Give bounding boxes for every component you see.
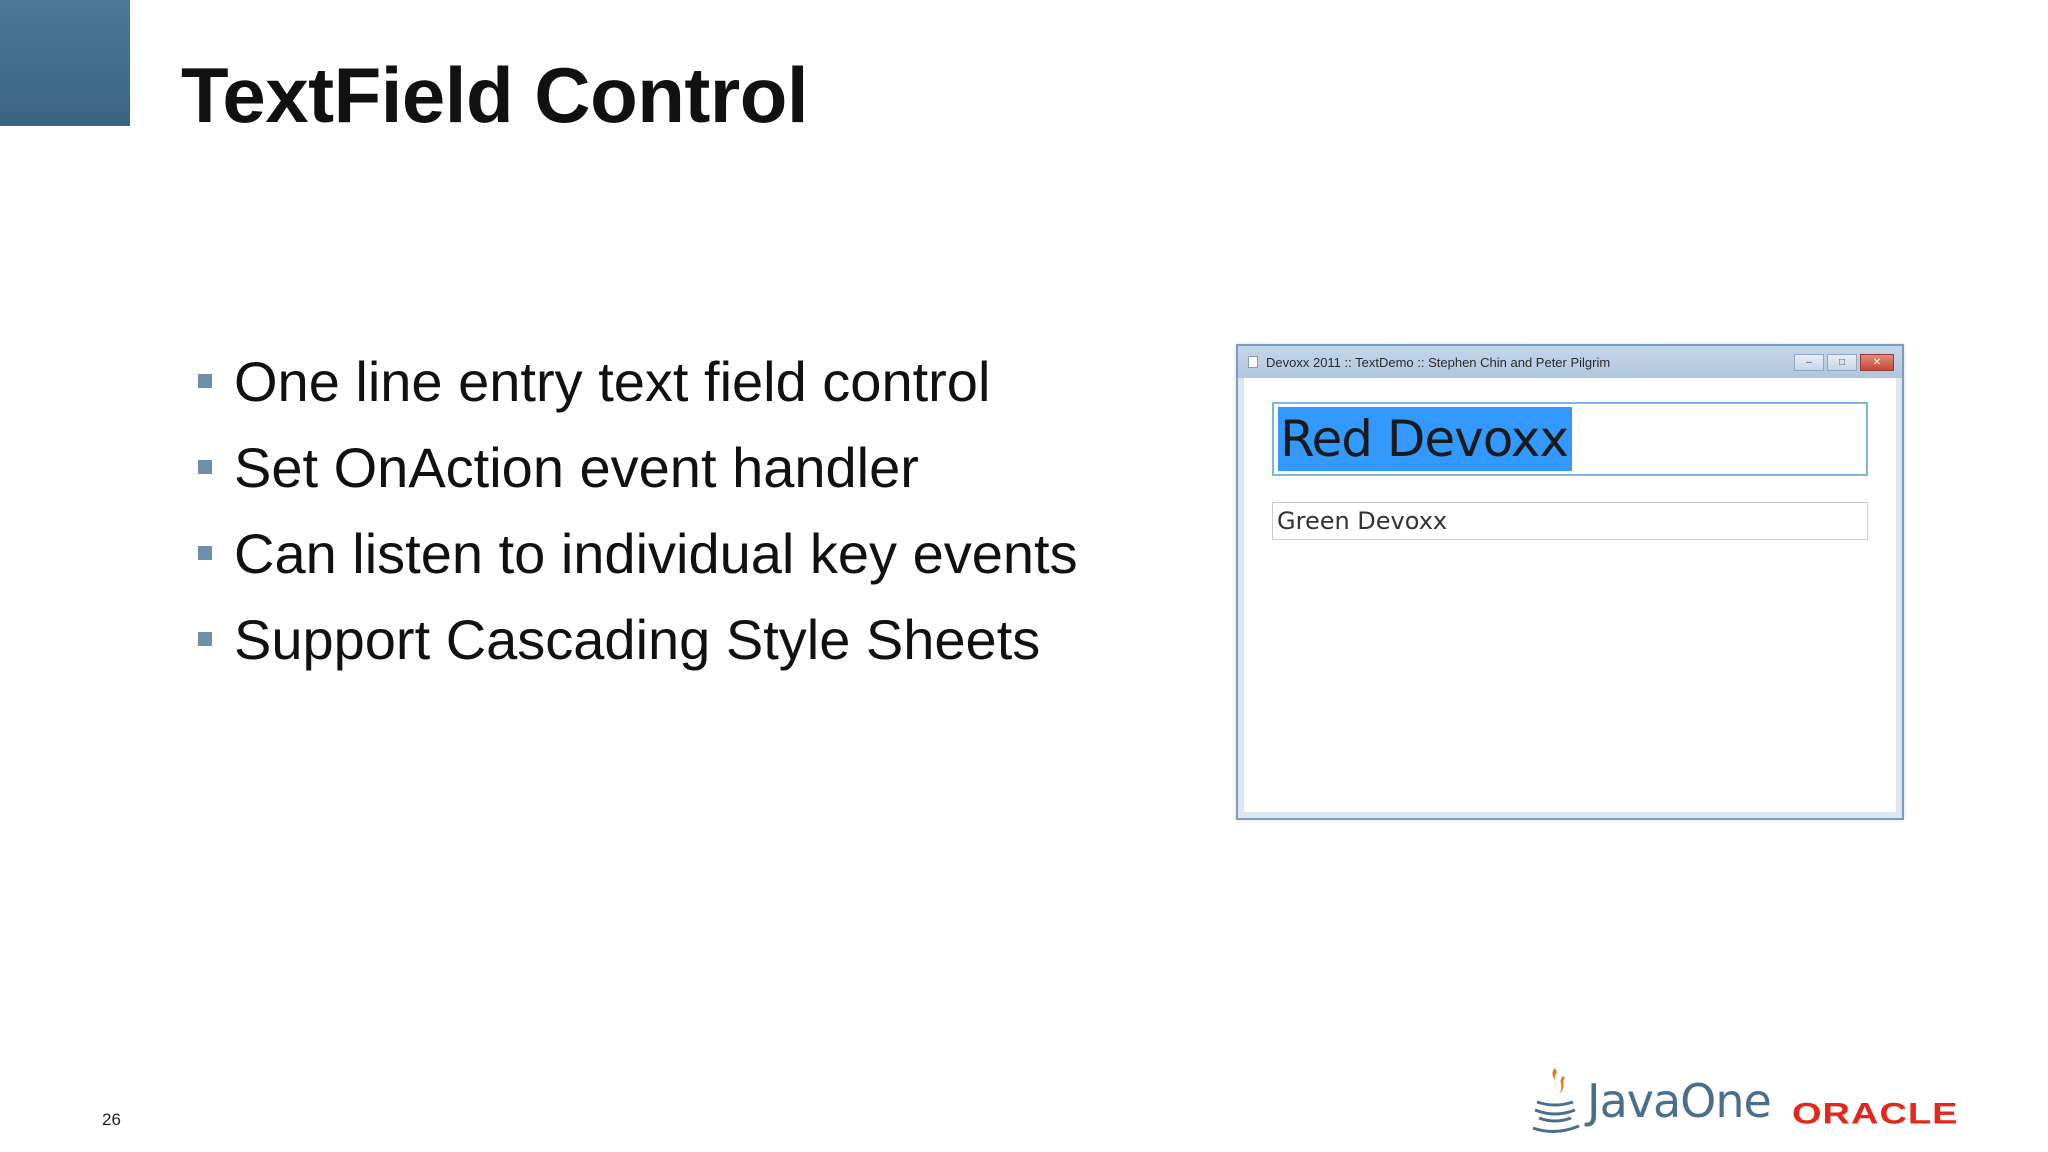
bullet-square-icon <box>198 460 212 474</box>
bullet-square-icon <box>198 632 212 646</box>
window-controls <box>1794 354 1894 371</box>
window-title: Devoxx 2011 :: TextDemo :: Stephen Chin and Peter Pilgrim <box>1266 355 1611 370</box>
green-text-field-value[interactable]: Green Devoxx <box>1277 507 1448 535</box>
minimize-button[interactable]: – <box>1794 354 1824 371</box>
bullet-text: Set OnAction event handler <box>234 435 919 499</box>
maximize-button[interactable]: □ <box>1827 354 1857 371</box>
bullet-list <box>198 338 1078 682</box>
oracle-logo: ORACLE <box>1792 1098 1959 1131</box>
green-text-field[interactable] <box>1272 502 1868 540</box>
demo-window <box>1236 344 1904 820</box>
red-text-field-value[interactable]: Red Devoxx <box>1278 407 1572 471</box>
bullet-item <box>198 338 1078 424</box>
page-number: 26 <box>102 1110 121 1129</box>
bullet-item <box>198 596 1078 682</box>
corner-accent-block <box>0 0 130 126</box>
close-button[interactable]: ✕ <box>1860 354 1894 371</box>
javaone-wordmark: JavaOne <box>1587 1074 1771 1128</box>
java-cup-icon <box>1525 1062 1585 1142</box>
bullet-item <box>198 510 1078 596</box>
bullet-text: Can listen to individual key events <box>234 521 1078 585</box>
bullet-item <box>198 424 1078 510</box>
app-icon[interactable] <box>1248 356 1258 368</box>
red-text-field[interactable] <box>1272 402 1868 476</box>
bullet-text: One line entry text field control <box>234 349 991 413</box>
window-titlebar[interactable] <box>1238 346 1902 378</box>
bullet-square-icon <box>198 374 212 388</box>
bullet-square-icon <box>198 546 212 560</box>
slide-title: TextField Control <box>181 51 809 139</box>
javaone-logo <box>1525 1062 1771 1142</box>
window-client-area <box>1244 378 1896 812</box>
bullet-text: Support Cascading Style Sheets <box>234 607 1041 671</box>
